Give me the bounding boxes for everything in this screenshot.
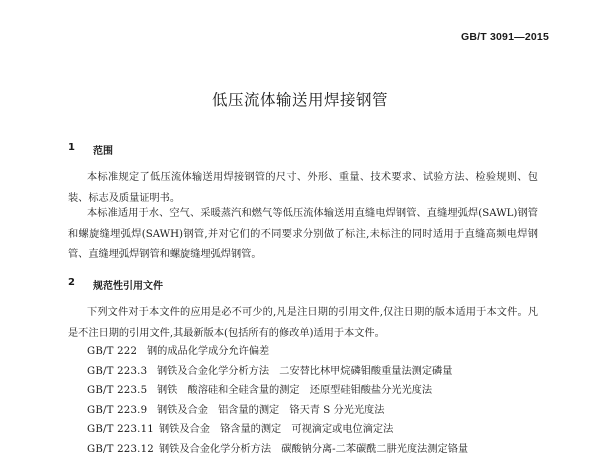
section-2-heading [68,277,163,292]
reference-title: 钢铁及合金化学分析方法 二安替比林甲烷磷钼酸重量法测定磷量 [157,365,453,377]
document-title: 低压流体输送用焊接钢管 [211,91,388,109]
reference-code: GB/T 223.9 [87,404,148,416]
reference-code: GB/T 223.5 [87,385,148,397]
reference-code: GB/T 223.11 [87,424,154,436]
reference-item [87,342,468,362]
reference-item [87,362,468,382]
section-number: 1 [68,142,75,153]
reference-title: 钢的成品化学成分允许偏差 [147,346,270,357]
section-title: 范围 [92,146,113,157]
reference-title: 钢铁及合金 铬含量的测定 可视滴定或电位滴定法 [159,424,394,436]
reference-item [87,381,468,401]
reference-code: GB/T 223.3 [87,365,148,377]
reference-item [87,401,468,421]
reference-item [87,420,468,440]
reference-title: 钢铁及合金化学分析方法 碳酸钠分离-二苯碳酰二肼光度法测定铬量 [159,443,469,455]
references-intro-paragraph: 下列文件对于本文件的应用是必不可少的,凡是注日期的引用文件,仅注日期的版本适用于本文件。凡是不注日期的引用文件,其最新版本(包括所有的修改单)适用于本文件。 [68,307,538,339]
reference-code: GB/T 222 [87,346,138,357]
section-number: 2 [68,277,75,288]
reference-list [87,342,468,460]
reference-code: GB/T 223.12 [87,443,154,455]
scope-paragraph-2: 本标准适用于水、空气、采暖蒸汽和燃气等低压流体输送用直缝电焊钢管、直缝埋弧焊(SAWL)钢管和螺旋缝埋弧焊(SAWH)钢管,并对它们的不同要求分别做了标注,未标注的同时适用于直缝高频电焊钢管、直缝埋弧焊钢管和螺旋缝埋弧焊钢管。 [68,208,538,260]
section-1-heading [68,142,113,157]
section-title: 规范性引用文件 [92,281,163,292]
standard-code: GB/T 3091—2015 [460,31,549,43]
scope-paragraph-1: 本标准规定了低压流体输送用焊接钢管的尺寸、外形、重量、技术要求、试验方法、检验规则、包装、标志及质量证明书。 [68,172,538,204]
reference-title: 钢铁 酸溶硅和全硅含量的测定 还原型硅钼酸盐分光光度法 [157,385,433,397]
reference-title: 钢铁及合金 铝含量的测定 铬天青 S 分光光度法 [157,404,385,416]
